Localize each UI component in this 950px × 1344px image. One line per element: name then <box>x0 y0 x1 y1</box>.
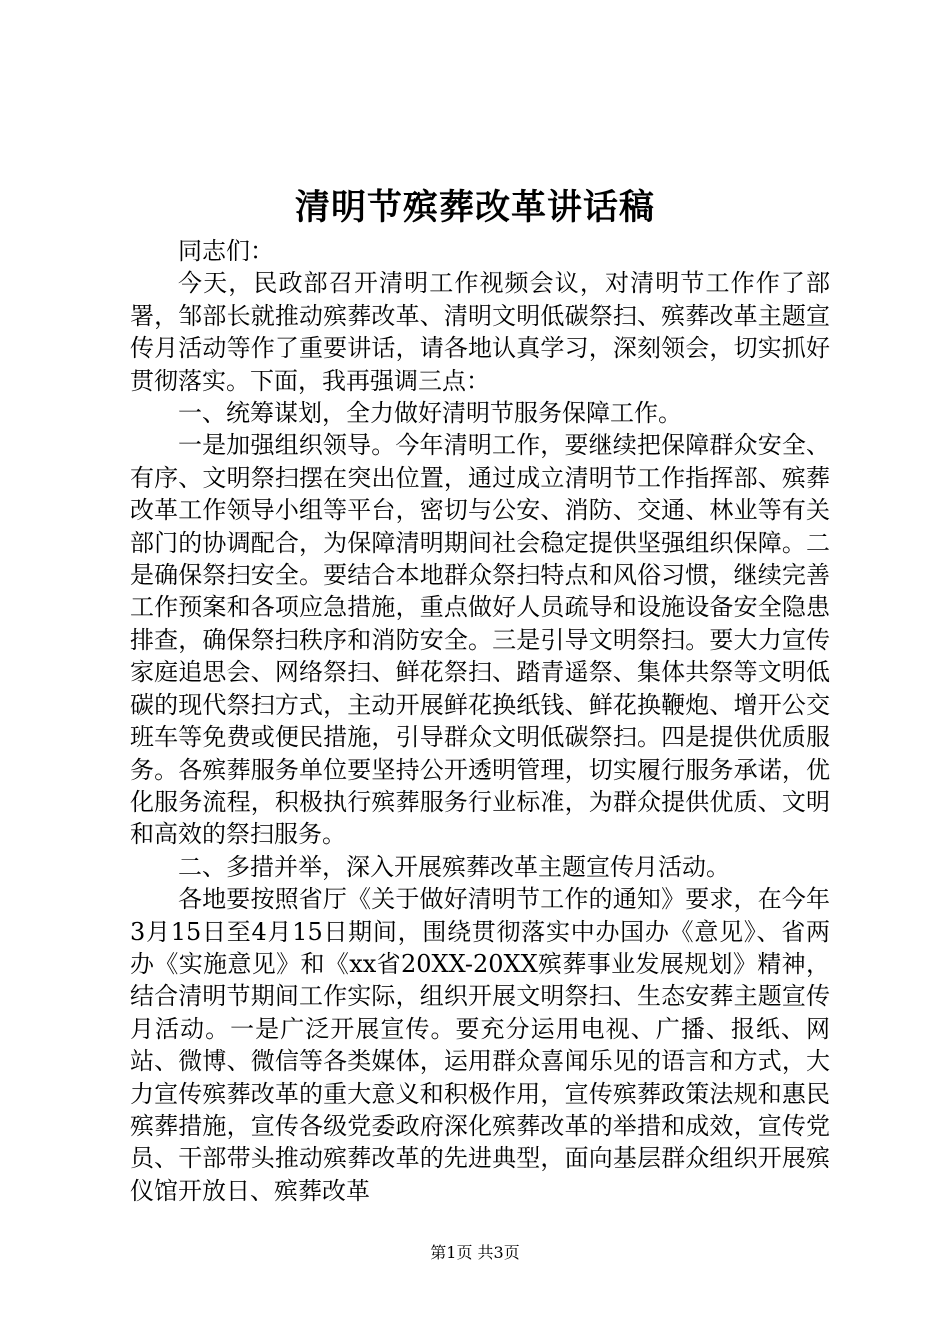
section-heading-2: 二、多措并举，深入开展殡葬改革主题宣传月活动。 <box>178 852 730 881</box>
page-footer: 第1页 共3页 <box>430 1243 520 1262</box>
intro-paragraph: 今天，民政部召开清明工作视频会议，对清明节工作作了部署，邹部长就推动殡葬改革、清明文明低碳祭扫、殡葬改革主题宣传月活动等作了重要讲话，请各地认真学习，深刻领会，切实抓好贯彻落实。下面，我再强调三点： <box>130 269 830 395</box>
section-1-paragraph: 一是加强组织领导。今年清明工作，要继续把保障群众安全、有序、文明祭扫摆在突出位置，通过成立清明节工作指挥部、殡葬改革工作领导小组等平台，密切与公安、消防、交通、林业等有关部门的协调配合，为保障清明期间社会稳定提供坚强组织保障。二是确保祭扫安全。要结合本地群众祭扫特点和风俗习惯，继续完善工作预案和各项应急措施，重点做好人员疏导和设施设备安全隐患排查，确保祭扫秩序和消防安全。三是引导文明祭扫。要大力宣传家庭追思会、网络祭扫、鲜花祭扫、踏青遥祭、集体共祭等文明低碳的现代祭扫方式，主动开展鲜花换纸钱、鲜花换鞭炮、增开公交班车等免费或便民措施，引导群众文明低碳祭扫。四是提供优质服务。各殡葬服务单位要坚持公开透明管理，切实履行服务承诺，优化服务流程，积极执行殡葬服务行业标准，为群众提供优质、文明和高效的祭扫服务。 <box>130 431 830 849</box>
document-body <box>130 235 830 1207</box>
salutation-paragraph: 同志们： <box>178 237 274 265</box>
section-heading-1: 一、统筹谋划，全力做好清明节服务保障工作。 <box>178 399 682 428</box>
section-2-paragraph: 各地要按照省厅《关于做好清明节工作的通知》要求，在今年3月15日至4月15日期间，围绕贯彻落实中办国办《意见》、省两办《实施意见》和《xx省20XX-20XX殡葬事业发展规划》精神，结合清明节期间工作实际，组织开展文明祭扫、生态安葬主题宣传月活动。一是广泛开展宣传。要充分运用电视、广播、报纸、网站、微博、微信等各类媒体，运用群众喜闻乐见的语言和方式，大力宣传殡葬改革的重大意义和积极作用，宣传殡葬政策法规和惠民殡葬措施，宣传各级党委政府深化殡葬改革的举措和成效，宣传党员、干部带头推动殡葬改革的先进典型，面向基层群众组织开展殡仪馆开放日、殡葬改革 <box>130 885 830 1205</box>
document-title: 清明节殡葬改革讲话稿 <box>294 187 655 228</box>
